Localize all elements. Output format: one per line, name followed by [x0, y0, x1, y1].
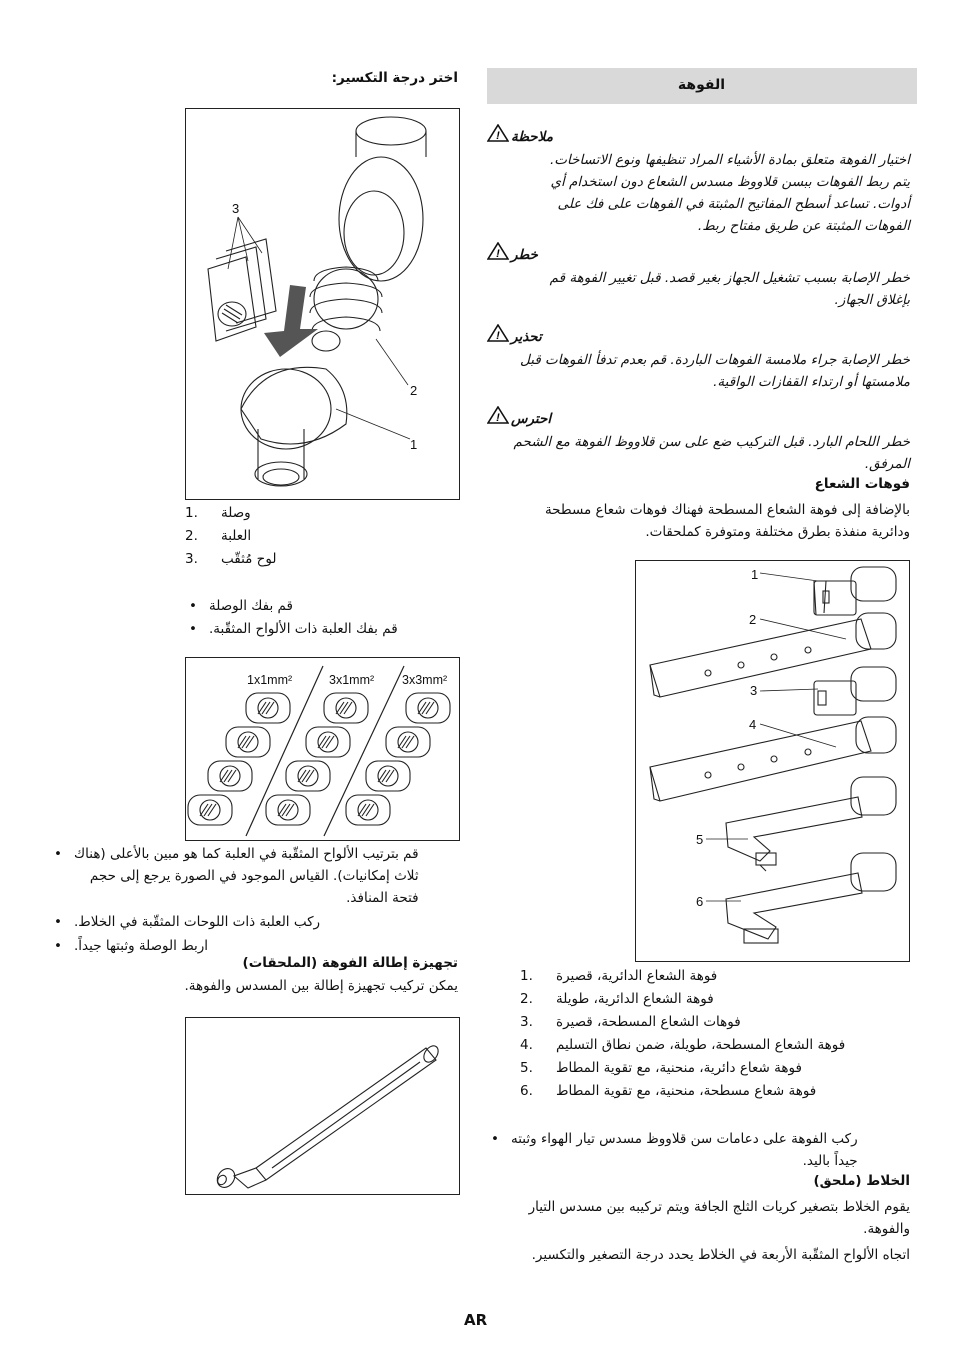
extension-heading: تجهيزة إطالة الفوهة (الملحقات)	[242, 955, 458, 971]
warning-triangle-icon	[487, 324, 509, 349]
list-item: 4. فوهة الشعاع المسطحة، طويلة، ضمن نطاق التسليم	[520, 1037, 846, 1053]
plate-options-figure	[185, 657, 460, 841]
plate-slot	[302, 770, 310, 782]
nozzles-figure	[635, 560, 910, 962]
note-title: تحذير	[511, 328, 542, 345]
mixer-heading: الخلاط (ملحق)	[813, 1173, 910, 1189]
note-title: ملاحظة	[511, 128, 553, 145]
note-line: الفوهات المثبتة عن طريق مفتاح ربط.	[697, 218, 910, 234]
page-language: AR	[464, 1311, 488, 1329]
plate-slot	[382, 770, 390, 782]
list-item: 3. فوهات الشعاع المسطحة، قصيرة	[520, 1014, 741, 1030]
note-line: يتم ربط الفوهات ببسن قلاووظ مسدس الشعاع دون استخدام أي	[550, 174, 910, 190]
nozzles-text-line: بالإضافة إلى فوهة الشعاع المسطحة فهناك فوهات شعاع مسطحة	[544, 502, 910, 518]
nozzle-list	[520, 965, 910, 1103]
list-item: 6. فوهة شعاع مسطحة، منحنية، مع تقوية المطاط	[520, 1083, 817, 1099]
list-item: 3. لوح مُثقّب	[185, 551, 277, 567]
plate-slot	[246, 736, 254, 748]
parts-list	[185, 502, 458, 571]
fig-label: 3	[750, 683, 758, 698]
plate-hole	[398, 732, 418, 752]
warning-triangle-icon	[487, 124, 509, 149]
extension-text: يمكن تركيب تجهيزة إطالة بين المسدس والفوهة.	[184, 978, 458, 994]
plate-slot	[406, 736, 414, 748]
plate-slot	[322, 736, 330, 748]
svg-text:!: !	[496, 130, 500, 142]
plate-slot	[340, 702, 348, 714]
plate-slot	[286, 804, 294, 816]
list-item: 2. فوهة الشعاع الدائرية، طويلة	[520, 991, 714, 1007]
plate-slot	[326, 736, 334, 748]
plate-hole	[278, 800, 298, 820]
note-block-2	[487, 242, 910, 311]
plate-hole	[378, 766, 398, 786]
nozzles-heading: فوهات الشعاع	[814, 476, 910, 492]
warning-triangle-icon	[487, 242, 509, 267]
extension-section	[50, 952, 458, 998]
plate-hole	[298, 766, 318, 786]
note-line: ملامستها أو ارتداء القفازات الواقية.	[713, 374, 910, 390]
fig-label: 2	[749, 612, 757, 627]
mixer-section	[487, 1170, 910, 1266]
fig-label: 1x1mm²	[247, 673, 293, 687]
plate-hole	[358, 800, 378, 820]
plate-slot	[366, 804, 374, 816]
note-line: بإغلاق الجهاز.	[834, 292, 910, 308]
plate-hole	[418, 698, 438, 718]
list-item: • قم بفك العلبة ذات الألواح المثقّبة.	[189, 621, 398, 637]
fig-label: 3x1mm²	[329, 673, 375, 687]
list-item: • اربط الوصلة وثبتها جيداً.	[54, 938, 209, 954]
section-title: الفوهة	[677, 77, 725, 93]
fig-label: 5	[696, 832, 704, 847]
extension-figure	[185, 1017, 460, 1195]
bullets-1	[185, 595, 458, 641]
plate-slot	[422, 702, 430, 714]
list-item: 1. وصلة	[185, 505, 251, 521]
mixer-text-line: يقوم الخلاط بتصغير كريات الثلج الجافة ويتم تركيبه بين مسدس التيار	[528, 1199, 910, 1215]
plate-hole	[238, 732, 258, 752]
plate-slot	[426, 702, 434, 714]
note-line: خطر الإصابة جراء ملامسة الفوهات الباردة. قم بعدم تدفأ الفوهات قبل	[520, 352, 910, 368]
plate-slot	[266, 702, 274, 714]
nozzles-section	[487, 473, 910, 543]
plate-hole	[318, 732, 338, 752]
plate-slot	[282, 804, 290, 816]
plate-slot	[362, 804, 370, 816]
plate-slot	[224, 770, 232, 782]
plate-slot	[386, 770, 394, 782]
plate-slot	[306, 770, 314, 782]
plate-hole	[258, 698, 278, 718]
list-item: • ركب العلبة ذات اللوحات المثقّبة في الخلاط.	[54, 914, 321, 930]
section-title-bar	[487, 68, 917, 104]
note-title: خطر	[511, 246, 538, 263]
mixer-text-line: اتجاه الألواح المثقّبة الأربعة في الخلاط يحدد درجة التصغير والتكسير.	[531, 1247, 910, 1263]
plate-slot	[208, 804, 216, 816]
note-block-4	[487, 406, 910, 475]
plate-slot	[262, 702, 270, 714]
note-block-3	[487, 324, 910, 393]
mixer-parts-figure	[185, 108, 460, 500]
plate-slot	[204, 804, 212, 816]
bullets-2	[50, 843, 458, 957]
svg-text:!: !	[496, 248, 500, 260]
fig-label: 2	[410, 383, 418, 398]
note-line: خطر اللحام البارد. قبل التركيب ضع على سن قلاووظ الفوهة مع الشحم	[513, 434, 910, 450]
plate-slot	[242, 736, 250, 748]
warning-triangle-icon	[487, 406, 509, 431]
note-title: احترس	[511, 410, 552, 427]
svg-text:!: !	[496, 330, 500, 342]
plate-slot	[402, 736, 410, 748]
list-item: • قم بفك الوصلة	[189, 598, 293, 614]
list-item: 5. فوهة شعاع دائرية، منحنية، مع تقوية المطاط	[520, 1060, 802, 1076]
mixer-text-line: والفوهة.	[863, 1221, 910, 1237]
mount-bullet: • ركب الفوهة على دعامات سن قلاووظ مسدس تيار الهواء وثبته جيداً باليد.	[491, 1131, 858, 1169]
fig-label: 1	[751, 567, 759, 582]
fig-label: 4	[749, 717, 757, 732]
plate-hole	[200, 800, 220, 820]
plate-slot	[344, 702, 352, 714]
list-item: 2. العلبة	[185, 528, 252, 544]
plate-hole	[336, 698, 356, 718]
note-line: اختيار الفوهة متعلق بمادة الأشياء المراد تنظيفها ونوع الاتساخات.	[550, 152, 910, 168]
note-line: المرفق.	[864, 456, 910, 472]
plate-hole	[220, 766, 240, 786]
svg-text:!: !	[496, 412, 500, 424]
list-item: • قم بترتيب الألواح المثقّبة في العلبة كما هو مبين بالأعلى (هناك ثلاث إمكانيات). القياس الموجود في الصورة يرجع إلى حجم فتحة المنافذ.	[54, 846, 419, 906]
list-item: 1. فوهة الشعاع الدائرية، قصيرة	[520, 968, 718, 984]
fig-label: 6	[696, 894, 704, 909]
fig-label: 3	[232, 201, 240, 216]
note-line: أدوات. تساعد أسطح المفاتيح المثبتة في الفوهات على فك على	[557, 196, 910, 212]
fig-label: 1	[410, 437, 418, 452]
fig-label: 3x3mm²	[402, 673, 448, 687]
left-heading: اختر درجة التكسير:	[331, 70, 458, 86]
nozzles-text-line: ودائرية منفذة بطرق مختلفة ومتوفرة كملحقات.	[645, 524, 910, 540]
plate-slot	[228, 770, 236, 782]
note-line: خطر الإصابة بسبب تشغيل الجهاز بغير قصد. قبل تغيير الفوهة قم	[549, 270, 910, 286]
note-block-1	[487, 124, 910, 237]
